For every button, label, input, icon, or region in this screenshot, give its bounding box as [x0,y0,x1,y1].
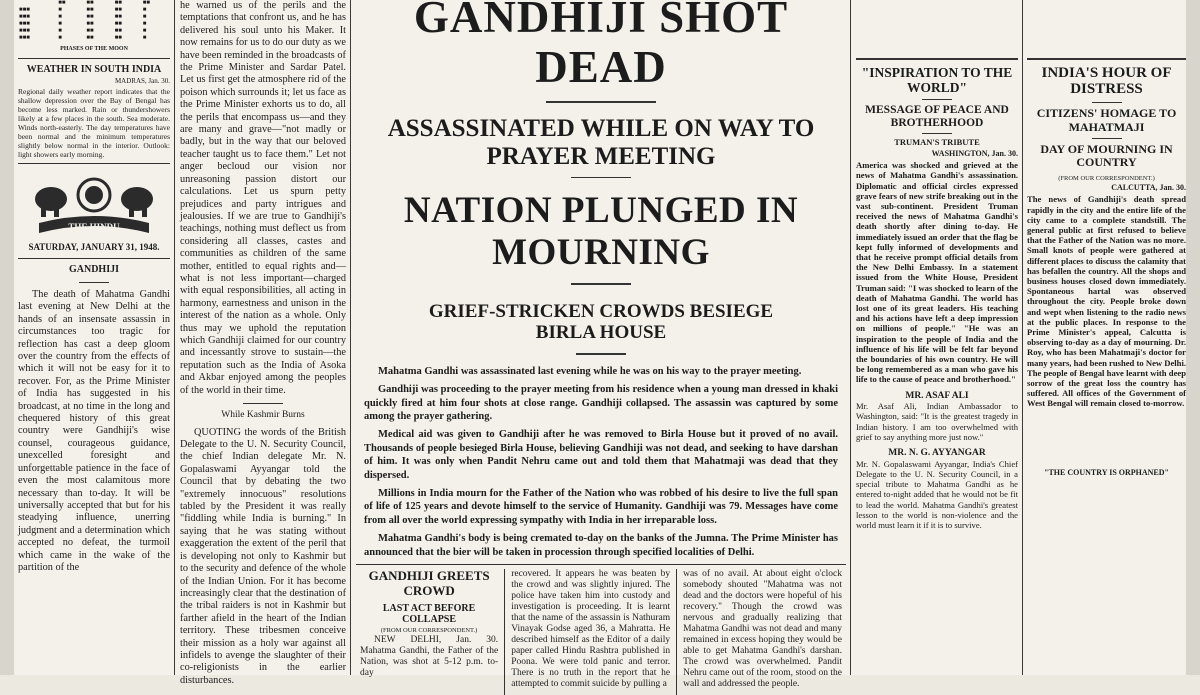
main-story-para: Mahatma Gandhi was assassinated last evening while he was on his way to the prayer meeting. [378,365,802,377]
divider [856,58,1018,60]
truman-headline: "INSPIRATION TO THE WORLD" [861,64,1013,95]
asaf-ali-text: Mr. Asaf Ali, Indian Ambassador to Washington, said: "It is the greatest tragedy in Indian history. I am too overwhelmed with grief to say anything more just now." [856,401,1018,442]
divider [1027,58,1186,60]
main-story-para: Gandhiji was proceeding to the prayer meeting from his residence when a young man dressed in khaki quickly fired at him four shots at close range. Gandhiji collapsed. The assassin was captured by some among the prayer gathering. [364,384,838,422]
page-edge-right [1186,0,1200,675]
bottom-story-row [356,569,846,695]
distress-text: The news of Gandhiji's death spread rapidly in the city and the entire life of the city came to a complete standstill. The general public at first refused to believe that the Father of the Nation was no more. Small knots of people were gathered at different places to discuss the calamity that has befallen the country. All the shops and business houses closed down immediately. Spontaneous hartal was observed throughout the city. People broke down and wept when listening to the radio news at the public places. In response to the Prime Minister's appeal, Calcutta is observing to-day as a day of mourning. Dr. Roy, who has been Mahatmaji's doctor for many years, had been rushed to New Delhi. The people of Bengal have learnt with deep sorrow of the great loss the country has suffered. All offices of the Government of West Bengal will remain closed to-morrow. [1027,194,1186,409]
greets-crowd-story [360,569,498,695]
kashmir-text: QUOTING the words of the British Delegate to the U. N. Security Council, the chief Indian delegate Mr. N. Gopalaswami Ayyangar told the Council that by debating the two "extremely innocuous" resolutions tabled by the President it was really "fiddling while India is burning." In saying that he was stating without exaggeration the extent of the peril that is developing not only to Kashmir but to the security and defence of the whole of the Indian Union. For it has become increasingly clear that the destination of the tribal raiders is not in Kashmir but farther afield in the heart of the Indian territory. These tribesmen conceive their mission as a holy war against all infidels to avenge the slaughter of their co-religionists in the earlier disturbances. [180,426,346,686]
truman-column [856,0,1018,675]
main-story-para: Mahatma Gandhi's body is being cremated to-day on the banks of the Jumna. The Prime Minister has announced that the bier will be taken in procession through specified localities of Delhi. [364,533,838,558]
weather-text: Regional daily weather report indicates that the shallow depression over the Bay of Bengal has become less marked. Rain or thundershowers likely at a few places in the south. Sea moderate. Winds north-easterly. The day temperatures have been normal and the minimum temperatures slightly below normal in the interior. Outlook: light showers early morning. [18,87,170,160]
greets-crowd-subheadline: LAST ACT BEFORE COLLAPSE [382,603,476,626]
divider [356,564,846,565]
divider [18,58,170,59]
weather-heading: WEATHER IN SOUTH INDIA [26,63,162,75]
svg-text:THE HINDU: THE HINDU [68,222,120,233]
main-headline: GANDHIJI SHOT DEAD [413,0,789,93]
divider [922,99,952,100]
divider [1092,138,1122,139]
main-story-para: Medical aid was given to Gandhiji after he was removed to Birla House but it proved of no avail. Thousands of people besieged Birla House, believing Gandhiji was not dead, and seeking to have darshan of him. It was only when Pandit Nehru came out and told them that Mahatmaji was dead that they dispersed. [364,429,838,481]
column-rule [174,0,175,675]
column-rule [350,0,351,675]
weather-table: ■■ ■■ ■■ ■■ ■■■ ■ ■■ ■■ ■ ■■■ ■ ■■ ■■ ■ ■■■ ■ ■■ ■■ ■ ■■■ ■ ■■ ■■ ■ ■■■ ■ ■■ ■■ ■ [19,0,151,41]
main-story-para: Millions in India mourn for the Father of the Nation who was robbed of his desire to live the full span of life of 125 years and devote himself to the service of Humanity. Gandhiji was 79. Messages have come from all over the world expressing sympathy with India in her irreparable loss. [364,487,838,526]
page-edge-left [0,0,14,675]
headline-rule [546,101,656,103]
editorial-text: The death of Mahatma Gandhi last evening at New Delhi at the hands of an insensate assassin in circumstances too tragic for reflection has cast a deep gloom over the country from the effects of which it will not be easy for it to recover. For, as the Prime Minister of India has suggested in his broadcast, at no time in the long and chequered history of this great country were Gandhiji's wise counsel, courageous guidance, unexcelled foresight and unforgettable patience in the face of even the most calamitous more necessary than to-day. It will be universally accepted that but for his steadying influence, unerring judgment and a determination which accepted no defeat, the turmoil which came in the wake of the partition of the [18,289,170,573]
orphaned-heading: "THE COUNTRY IS ORPHANED" [1044,468,1169,478]
greets-crowd-text: NEW DELHI, Jan. 30. Mahatma Gandhi, the Father of the Nation, was shot at 5-12 p.m. to-day [360,634,499,678]
truman-text: America was shocked and grieved at the news of Mahatma Gandhi's assassination. Diplomatic and official circles expressed grave fears of new strife breaking out in the vast sub-continent. President Truman received the news of Mahatma Gandhi's death shortly after dining to-day. He immediately issued an order that the flag be kept fully informed of developments and that he receive prompt official details from the New Delhi Embassy. In a statement issued from the White House, President Truman said: "I was shocked to learn of the death of Mahatma Gandhi. The world has lost one of its great leaders. His teaching and his actions have left a deep impression on millions of people." "He was an inspiration to the people of India and the influence of his life will be felt far beyond the boundaries of his own country. He will be long remembered as a man who gave his life to the cause of peace and brotherhood." [856,160,1018,385]
truman-subheadline: MESSAGE OF PEACE AND BROTHERHOOD [865,103,1009,129]
divider [571,177,631,179]
subheadline-birla-house: GRIEF-STRICKEN CROWDS BESIEGE BIRLA HOUSE [428,300,774,343]
right-column [1027,0,1186,675]
editorial-title: GANDHIJI [68,264,119,276]
second-column [180,0,346,686]
ayyangar-text: Mr. N. Gopalaswami Ayyangar, India's Chief Delegate to the U. N. Security Council, in a special tribute to Mahatma Gandhi as he entered to-night added that he would not be fit to lead the world. Mahatma Gandhi's greatest lesson to the world is non-violence and the world must learn it if it is to survive. [856,458,1018,530]
left-column [18,0,170,675]
divider [576,353,626,355]
distress-dateline: CALCUTTA, Jan. 30. [1111,183,1186,193]
moon-phases-label: PHASES OF THE MOON [60,46,128,52]
truman-byline: TRUMAN'S TRIBUTE [894,137,980,148]
issue-date: SATURDAY, JANUARY 31, 1948. [28,242,160,253]
subheadline-assassinated: ASSASSINATED WHILE ON WAY TO PRAYER MEETING [387,114,815,170]
divider [243,403,283,404]
divider [18,258,170,259]
truman-dateline: WASHINGTON, Jan. 30. [931,148,1018,158]
main-story-body [356,365,846,559]
main-story-column [356,0,846,689]
greets-crowd-headline: GANDHIJI GREETS CROWD [368,567,490,598]
bottom-story-text: recovered. It appears he was beaten by the crowd and was slightly injured. The police have taken him into custody and investigation is proceeding. It is learnt that the name of the assassin is Nathuram Vinayak Godse aged 36, a Mahratta. He described himself as the Editor of a daily paper called Hindu Rashtra published in Poona. We were told panic and terror. There is no truth in the report that he attempted to commit suicide by pulling a [511,568,671,689]
divider [922,133,952,134]
bottom-story-continued-1 [511,569,670,695]
kashmir-section-title: While Kashmir Burns [221,410,305,420]
newspaper-page [14,0,1186,689]
weather-dateline: MADRAS, Jan. 30. [114,76,170,85]
divider [571,283,631,285]
divider [79,282,109,284]
subheadline-nation-mourning: NATION PLUNGED IN MOURNING [403,190,799,273]
greets-crowd-byline: (FROM OUR CORRESPONDENT.) [380,627,478,635]
distress-byline: (FROM OUR CORRESPONDENT.) [1058,174,1155,182]
column-rule [850,0,851,675]
the-hindu-logo [19,169,169,239]
second-column-text: he warned us of the perils and the temptations that confront us, and he has delivered his soul unto his Maker. It now remains for us to do our duty as we have been reminded in the broadcasts of the Prime Minister and Sardar Patel. Let us first get the atmosphere rid of the poison which surrounds it; let us face as the Prime Minister exhorts us to do, all the perils that encompass us—and they are many and grave—"not madly or badly, but in the way that our beloved teacher taught us to face them." Let not anger becloud our vision nor unreasoning passion distort our calculations. Let us spurn petty prejudices and party intrigues and jealousies. If we are true to Gandhiji's teachings, nothing must deflect us from considering all classes, castes and communities as children of the same mother, entitled to equal rights and—what is not less important—charged with equal responsibilities, all acting in harmony, earnestness and unison in the interest of the nation as a whole. Only thus may we uphold the reputation which Gandhiji claimed for our country and incessantly strove to sustain—the reputation such as the India of Asoka and Akbar enjoyed among the peoples of the world in their time. [180,0,346,396]
column-rule [1022,0,1023,675]
column-rule [676,569,677,695]
ayyangar-heading: MR. N. G. AYYANGAR [888,448,986,459]
distress-subheadline: CITIZENS' HOMAGE TO MAHATMAJI [1036,106,1177,134]
divider [1092,102,1122,103]
bottom-story-text: was of no avail. At about eight o'clock somebody shouted "Mahatma was not dead and the doctors were hopeful of his recovery." Though the crowd was nervous and gradually realizing that Mahatma Gandhi was not dead and many remained in excess hoping they would be able to get Mahatma Gandhi's darshan. The crowd was overwhelmed. Pandit Nehru came out of the room, stood on the wall and addressed the people. [683,568,842,689]
distress-headline: INDIA'S HOUR OF DISTRESS [1041,64,1172,98]
bottom-story-continued-2 [683,569,842,695]
asaf-ali-heading: MR. ASAF ALI [905,390,969,401]
column-rule [504,569,505,695]
mourning-day-heading: DAY OF MOURNING IN COUNTRY [1040,141,1173,170]
divider [18,163,170,164]
